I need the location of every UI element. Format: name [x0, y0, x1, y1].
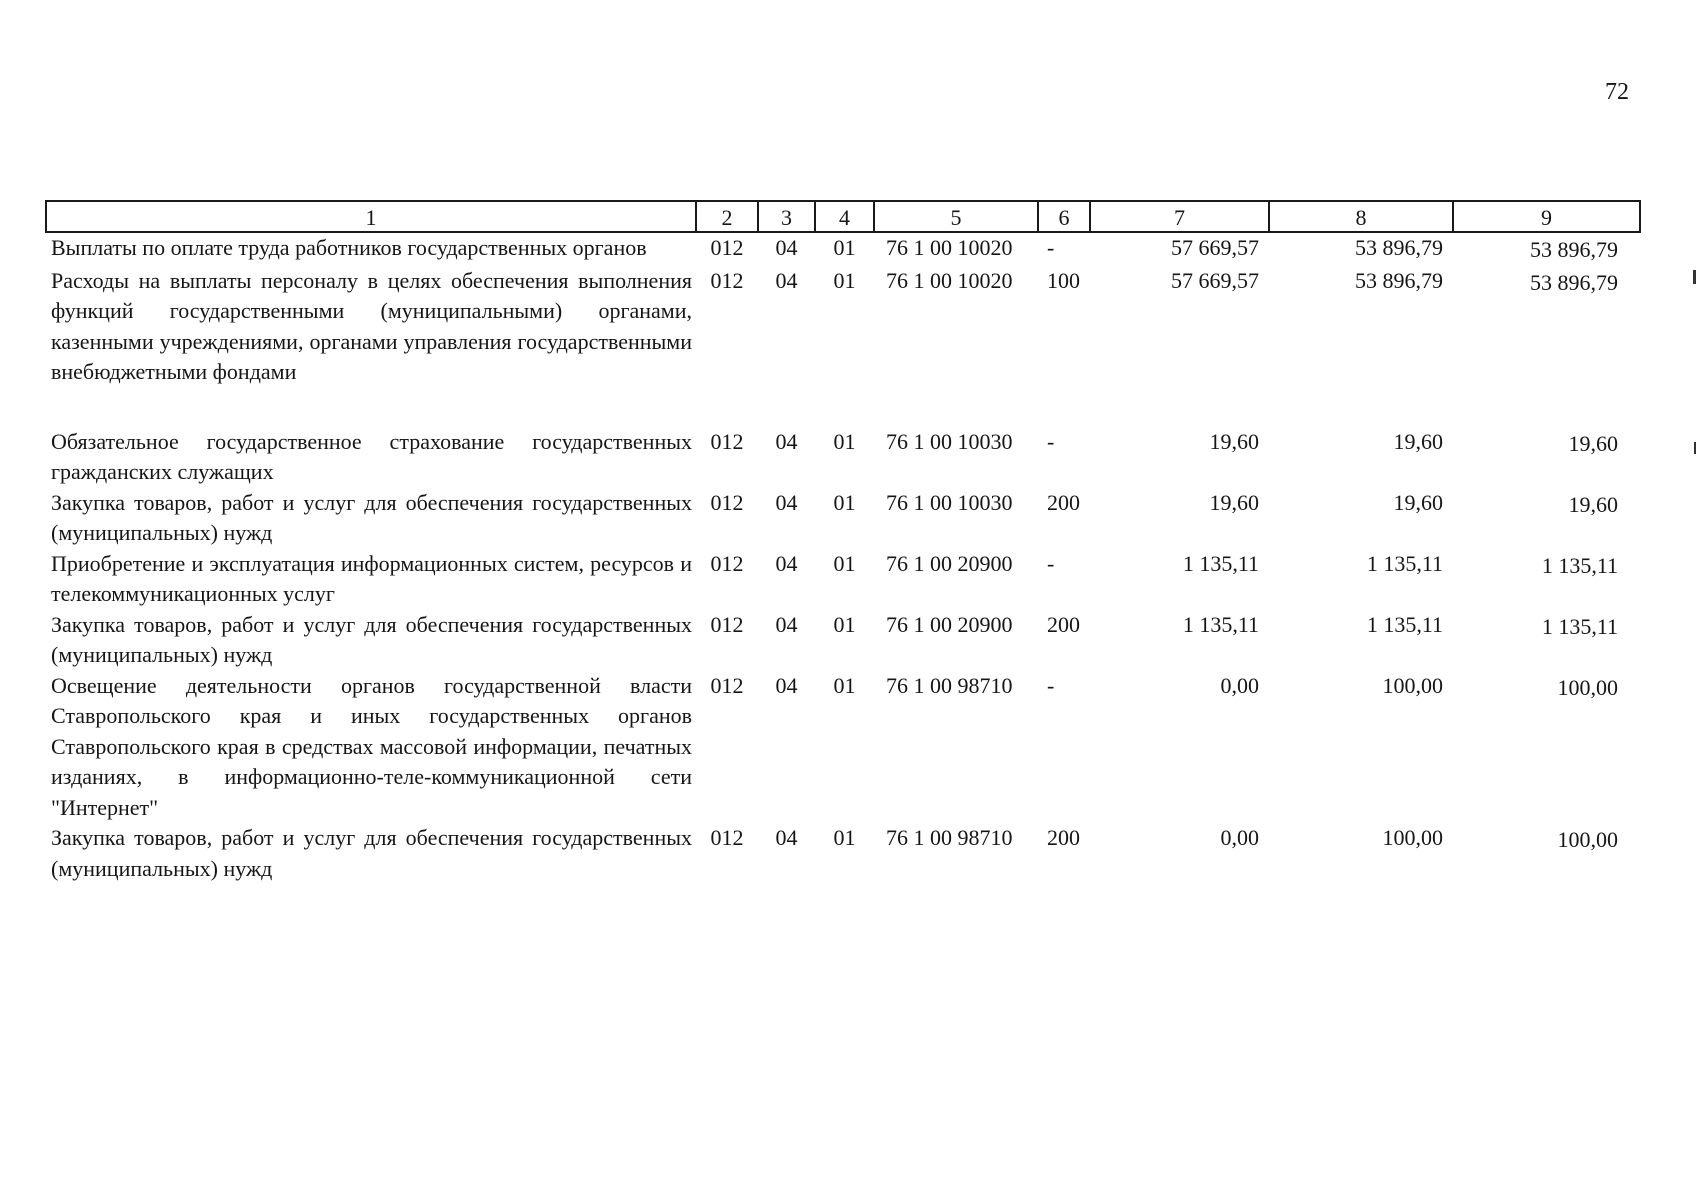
cell-amount-8: 19,60: [1393, 428, 1443, 454]
cell-subsection-code: 01: [833, 550, 856, 576]
cell-subsection-code: 01: [833, 428, 856, 454]
cell-subsection-code: 01: [833, 267, 856, 293]
cell-amount-8: 100,00: [1382, 825, 1443, 850]
cell-amount-7: 1 135,11: [1182, 611, 1259, 637]
cell-target-code: 76 1 00 10030: [886, 428, 1013, 454]
cell-amount-8: 1 135,11: [1366, 611, 1443, 637]
cell-amount-9: 1 135,11: [1541, 613, 1618, 639]
cell-expense-type: -: [1047, 550, 1055, 576]
cell-ministry-code: 012: [710, 235, 744, 260]
cell-amount-7: 57 669,57: [1171, 267, 1259, 293]
cell-subsection-code: 01: [833, 611, 856, 637]
cell-subsection-code: 01: [833, 235, 856, 260]
budget-table: [45, 200, 1641, 884]
cell-expense-type: 200: [1047, 825, 1080, 850]
cell-amount-7: 57 669,57: [1171, 235, 1259, 260]
column-header: 1: [46, 201, 696, 232]
cell-expense-type: -: [1047, 672, 1055, 698]
cell-subsection-code: 01: [833, 672, 856, 698]
cell-section-code: 04: [775, 550, 798, 576]
cell-target-code: 76 1 00 98710: [886, 825, 1013, 850]
page-number: 72: [1605, 79, 1629, 105]
table-row: [46, 232, 1640, 266]
table-row: [46, 488, 1640, 549]
table-row: [46, 427, 1640, 488]
cell-ministry-code: 012: [710, 611, 744, 637]
cell-amount-8: 1 135,11: [1366, 550, 1443, 576]
cell-subsection-code: 01: [833, 489, 856, 515]
cell-target-code: 76 1 00 98710: [886, 672, 1013, 698]
column-header: 6: [1038, 201, 1090, 232]
table-row: [46, 266, 1640, 427]
cell-section-code: 04: [775, 235, 798, 260]
column-header: 4: [815, 201, 874, 232]
row-description: Приобретение и эксплуатация информационных систем, ресурсов и телекоммуникационных услуг: [51, 550, 692, 606]
cell-target-code: 76 1 00 10030: [886, 489, 1013, 515]
row-description: Освещение деятельности органов государственной власти Ставропольского края и иных государственных органов Ставропольского края в средствах массовой информации, печатных изданиях, в информационно-теле-коммуникационной сети "Интернет": [51, 672, 692, 820]
cell-amount-8: 19,60: [1393, 489, 1443, 515]
table-row: [46, 549, 1640, 610]
table-row: [46, 671, 1640, 824]
cell-target-code: 76 1 00 20900: [886, 611, 1013, 637]
table-row: [46, 610, 1640, 671]
cell-amount-9: 1 135,11: [1541, 552, 1618, 578]
column-header: 7: [1090, 201, 1269, 232]
cell-amount-8: 53 896,79: [1355, 235, 1443, 260]
cell-ministry-code: 012: [710, 489, 744, 515]
cell-amount-9: 53 896,79: [1530, 269, 1618, 295]
column-header: 2: [696, 201, 758, 232]
cell-amount-7: 19,60: [1209, 428, 1259, 454]
cell-amount-9: 19,60: [1568, 430, 1618, 456]
cell-ministry-code: 012: [710, 825, 744, 850]
cell-subsection-code: 01: [833, 825, 856, 850]
cell-amount-9: 100,00: [1557, 827, 1618, 852]
row-description: Обязательное государственное страхование государственных гражданских служащих: [51, 428, 692, 484]
cell-section-code: 04: [775, 267, 798, 293]
cell-amount-9: 53 896,79: [1530, 237, 1618, 262]
cell-amount-8: 100,00: [1382, 672, 1443, 698]
cell-section-code: 04: [775, 611, 798, 637]
column-header: 3: [758, 201, 815, 232]
column-header: 8: [1269, 201, 1453, 232]
cell-amount-9: 19,60: [1568, 491, 1618, 517]
column-header: 5: [874, 201, 1038, 232]
cell-amount-7: 0,00: [1220, 672, 1259, 698]
cell-expense-type: -: [1047, 428, 1055, 454]
cell-section-code: 04: [775, 825, 798, 850]
cell-expense-type: 100: [1047, 267, 1080, 293]
cell-amount-7: 0,00: [1220, 825, 1259, 850]
cell-ministry-code: 012: [710, 428, 744, 454]
cell-section-code: 04: [775, 428, 798, 454]
cell-section-code: 04: [775, 489, 798, 515]
cell-amount-7: 19,60: [1209, 489, 1259, 515]
cell-target-code: 76 1 00 10020: [886, 267, 1013, 293]
row-description: Закупка товаров, работ и услуг для обеспечения государственных (муниципальных) нужд: [51, 489, 692, 545]
cell-target-code: 76 1 00 10020: [886, 235, 1013, 260]
row-description: Расходы на выплаты персоналу в целях обеспечения выполнения функций государственными (муниципальными) органами, казенными учреждениями, органами управления государственными внебюджетными фондами: [51, 267, 692, 384]
cell-amount-8: 53 896,79: [1355, 267, 1443, 293]
cell-amount-7: 1 135,11: [1182, 550, 1259, 576]
row-description: Выплаты по оплате труда работников государственных органов: [51, 235, 647, 260]
cell-expense-type: -: [1047, 235, 1055, 260]
column-header: 9: [1453, 201, 1640, 232]
cell-amount-9: 100,00: [1557, 674, 1618, 700]
cell-ministry-code: 012: [710, 267, 744, 293]
cell-target-code: 76 1 00 20900: [886, 550, 1013, 576]
cell-ministry-code: 012: [710, 550, 744, 576]
cell-expense-type: 200: [1047, 489, 1080, 515]
table-header-row: [46, 201, 1640, 232]
row-description: Закупка товаров, работ и услуг для обеспечения государственных (муниципальных) нужд: [51, 825, 692, 881]
row-description: Закупка товаров, работ и услуг для обеспечения государственных (муниципальных) нужд: [51, 611, 692, 667]
cell-ministry-code: 012: [710, 672, 744, 698]
cell-section-code: 04: [775, 672, 798, 698]
cell-expense-type: 200: [1047, 611, 1080, 637]
table-row: [46, 823, 1640, 884]
